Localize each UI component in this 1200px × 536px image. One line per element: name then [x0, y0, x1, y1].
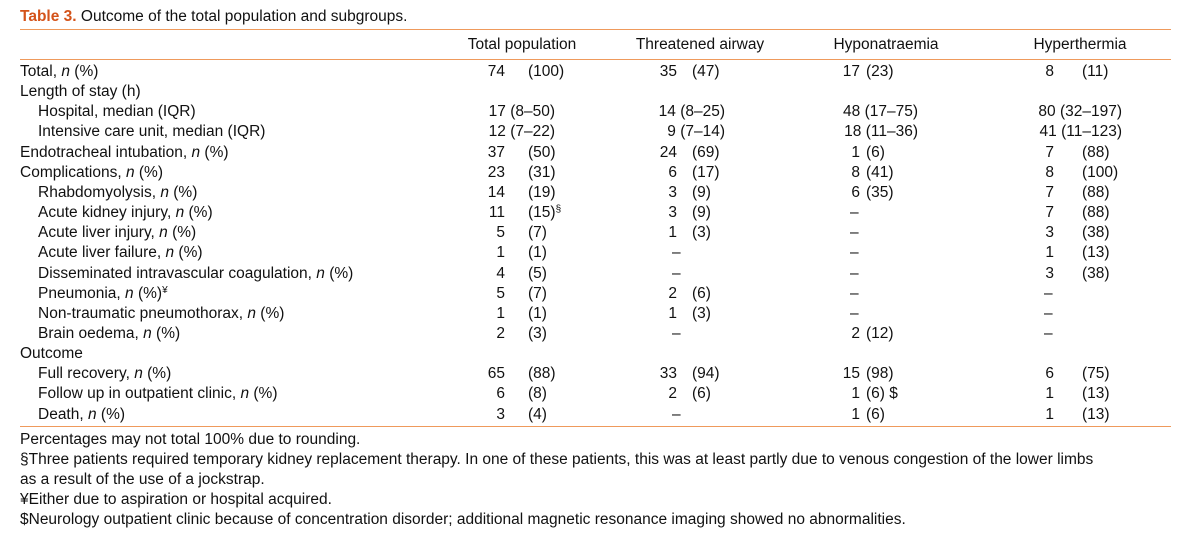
cell-count: 24	[659, 143, 677, 161]
row-label: Disseminated intravascular coagulation, n (%)	[38, 264, 354, 282]
cell-percent: (38)	[1082, 264, 1110, 282]
table-row	[0, 163, 1200, 183]
cell-count: 15	[842, 365, 860, 383]
cell-count: 23	[487, 163, 505, 181]
table-row	[0, 102, 1200, 122]
header-rule	[20, 59, 1171, 60]
row-label: Brain oedema, n (%)	[38, 324, 181, 342]
cell-percent: (5)	[528, 264, 547, 282]
cell-dash: –	[850, 244, 859, 262]
cell-dash: –	[672, 244, 681, 262]
cell-count: 2	[496, 324, 505, 342]
cell-dash: –	[672, 264, 681, 282]
cell-percent: (47)	[692, 63, 720, 80]
table-row	[0, 405, 1200, 425]
cell-dash: –	[850, 304, 859, 322]
cell-count: 6	[851, 183, 860, 201]
cell-percent: (6)	[692, 385, 711, 403]
row-label: Endotracheal intubation, n (%)	[20, 143, 229, 161]
cell-percent: (3)	[528, 324, 547, 342]
footnote-kidney: §Three patients required temporary kidney replacement therapy. In one of these patients, this was at least partly due to venous congestion of the lower limbs	[20, 451, 1094, 468]
cell-percent: (31)	[528, 163, 556, 181]
row-label: Rhabdomyolysis, n (%)	[38, 183, 198, 201]
cell-percent: (12)	[866, 324, 894, 342]
cell-dash: –	[672, 405, 681, 423]
cell-percent: (1)	[528, 244, 547, 262]
cell-count: 1	[668, 224, 677, 242]
row-label: Acute liver injury, n (%)	[38, 224, 197, 242]
cell-count: 3	[1045, 224, 1054, 242]
cell-percent: (6)	[866, 143, 885, 161]
table-row	[0, 203, 1200, 223]
cell-percent: (6)	[692, 284, 711, 302]
cell-count: 37	[487, 143, 505, 161]
cell-percent: (6) $	[866, 385, 898, 403]
row-label: Follow up in outpatient clinic, n (%)	[38, 385, 278, 403]
table-row	[0, 264, 1200, 284]
caption-label: Table 3.	[20, 8, 77, 25]
table-caption	[20, 6, 407, 28]
table-row	[0, 324, 1200, 344]
cell-count: 1	[851, 143, 860, 161]
cell-count: 6	[668, 163, 677, 181]
cell-percent: (15)§	[528, 204, 562, 222]
column-header-hyponatraemia: Hyponatraemia	[833, 36, 939, 53]
cell-count: 8	[1045, 163, 1054, 181]
cell-percent: (69)	[692, 143, 720, 161]
row-label: Acute liver failure, n (%)	[38, 244, 203, 262]
table-row	[0, 62, 1200, 82]
cell-count: 8	[851, 163, 860, 181]
cell-count: 7	[1045, 143, 1054, 161]
cell-dash: –	[1044, 324, 1053, 342]
table-row	[0, 143, 1200, 163]
cell-percent: (17)	[692, 163, 720, 181]
footnote-rounding: Percentages may not total 100% due to rounding.	[20, 431, 361, 448]
table-footnotes	[20, 430, 1180, 530]
cell-count: 1	[496, 304, 505, 322]
cell-count: 3	[496, 405, 505, 423]
cell-percent: (38)	[1082, 224, 1110, 242]
cell-percent: (88)	[1082, 183, 1110, 201]
footnote-kidney-cont: as a result of the use of a jockstrap.	[20, 471, 265, 488]
cell-count: 74	[487, 63, 505, 80]
table-row	[0, 284, 1200, 304]
cell-percent: (75)	[1082, 365, 1110, 383]
cell-count: 5	[496, 284, 505, 302]
cell-percent: (13)	[1082, 405, 1110, 423]
cell-percent: (19)	[528, 183, 556, 201]
cell-count: 17	[842, 63, 860, 80]
cell-percent: (35)	[866, 183, 894, 201]
bottom-rule	[20, 426, 1171, 427]
footnote-neurology: $Neurology outpatient clinic because of concentration disorder; additional magnetic resonance imaging showed no abnormalities.	[20, 511, 906, 528]
row-label: Intensive care unit, median (IQR)	[38, 123, 266, 141]
cell-count: 14 (8–25)	[658, 103, 725, 121]
cell-count: 1	[496, 244, 505, 262]
cell-count: 48 (17–75)	[843, 103, 918, 121]
row-label: Length of stay (h)	[20, 83, 141, 101]
cell-percent: (3)	[692, 304, 711, 322]
top-rule	[20, 29, 1171, 30]
table-row	[0, 122, 1200, 142]
cell-count: 65	[487, 365, 505, 383]
table-row	[0, 82, 1200, 102]
cell-count: 41 (11–123)	[1039, 123, 1122, 141]
cell-count: 2	[668, 284, 677, 302]
cell-dash: –	[672, 324, 681, 342]
cell-count: 7	[1045, 183, 1054, 201]
cell-percent: (94)	[692, 365, 720, 383]
cell-percent: (9)	[692, 204, 711, 222]
cell-percent: (7)	[528, 284, 547, 302]
caption-text: Outcome of the total population and subgroups.	[80, 8, 408, 25]
cell-count: 1	[1045, 405, 1054, 423]
cell-percent: (13)	[1082, 244, 1110, 262]
cell-count: 3	[1045, 264, 1054, 282]
cell-percent: (8)	[528, 385, 547, 403]
table-row	[0, 183, 1200, 203]
cell-count: 11	[488, 204, 505, 222]
column-header-total-population: Total population	[467, 36, 577, 53]
row-label: Outcome	[20, 345, 83, 363]
cell-count: 14	[487, 183, 505, 201]
cell-count: 7	[1045, 204, 1054, 222]
table-row	[0, 243, 1200, 263]
cell-count: 2	[851, 324, 860, 342]
cell-percent: (11)	[1082, 63, 1109, 80]
cell-percent: (4)	[528, 405, 547, 423]
cell-percent: (1)	[528, 304, 547, 322]
cell-count: 1	[1045, 244, 1054, 262]
footnote-pneumonia: ¥Either due to aspiration or hospital acquired.	[20, 491, 332, 508]
cell-percent: (9)	[692, 183, 711, 201]
table-row	[0, 304, 1200, 324]
cell-percent: (41)	[866, 163, 894, 181]
cell-count: 8	[1045, 63, 1054, 80]
row-label: Death, n (%)	[38, 405, 126, 423]
row-label: Complications, n (%)	[20, 163, 164, 181]
cell-count: 3	[668, 183, 677, 201]
cell-percent: (98)	[866, 365, 894, 383]
cell-count: 33	[659, 365, 677, 383]
cell-count: 3	[668, 204, 677, 222]
cell-count: 4	[496, 264, 505, 282]
cell-count: 5	[496, 224, 505, 242]
cell-percent: (88)	[528, 365, 556, 383]
row-label: Acute kidney injury, n (%)	[38, 204, 213, 222]
table-row	[0, 384, 1200, 404]
table-row	[0, 344, 1200, 364]
cell-percent: (23)	[866, 63, 894, 80]
row-label: Hospital, median (IQR)	[38, 103, 196, 121]
cell-count: 2	[668, 385, 677, 403]
cell-count: 1	[851, 405, 860, 423]
cell-count: 6	[1045, 365, 1054, 383]
column-header-threatened-airway: Threatened airway	[635, 36, 765, 53]
cell-dash: –	[1044, 304, 1053, 322]
cell-count: 18 (11–36)	[844, 123, 918, 141]
cell-percent: (88)	[1082, 204, 1110, 222]
cell-dash: –	[850, 224, 859, 242]
cell-percent: (50)	[528, 143, 556, 161]
cell-count: 80 (32–197)	[1038, 103, 1122, 121]
cell-dash: –	[1044, 284, 1053, 302]
table-row	[0, 223, 1200, 243]
row-label: Full recovery, n (%)	[38, 365, 172, 383]
cell-count: 6	[496, 385, 505, 403]
cell-percent: (13)	[1082, 385, 1110, 403]
cell-count: 35	[659, 63, 677, 80]
column-header-hyperthermia: Hyperthermia	[1033, 36, 1127, 53]
cell-percent: (7)	[528, 224, 547, 242]
cell-percent: (6)	[866, 405, 885, 423]
table-row	[0, 364, 1200, 384]
cell-percent: (100)	[1082, 163, 1119, 181]
cell-percent: (3)	[692, 224, 711, 242]
cell-dash: –	[850, 204, 859, 222]
cell-count: 9 (7–14)	[667, 123, 725, 141]
cell-count: 1	[1045, 385, 1054, 403]
cell-count: 17 (8–50)	[488, 103, 555, 121]
row-label: Total, n (%)	[20, 63, 99, 80]
cell-count: 1	[668, 304, 677, 322]
cell-dash: –	[850, 284, 859, 302]
cell-percent: (100)	[528, 63, 565, 80]
cell-count: 1	[851, 385, 860, 403]
row-label: Non-traumatic pneumothorax, n (%)	[38, 304, 285, 322]
cell-percent: (88)	[1082, 143, 1110, 161]
cell-count: 12 (7–22)	[488, 123, 555, 141]
row-label: Pneumonia, n (%)¥	[38, 284, 168, 302]
cell-dash: –	[850, 264, 859, 282]
